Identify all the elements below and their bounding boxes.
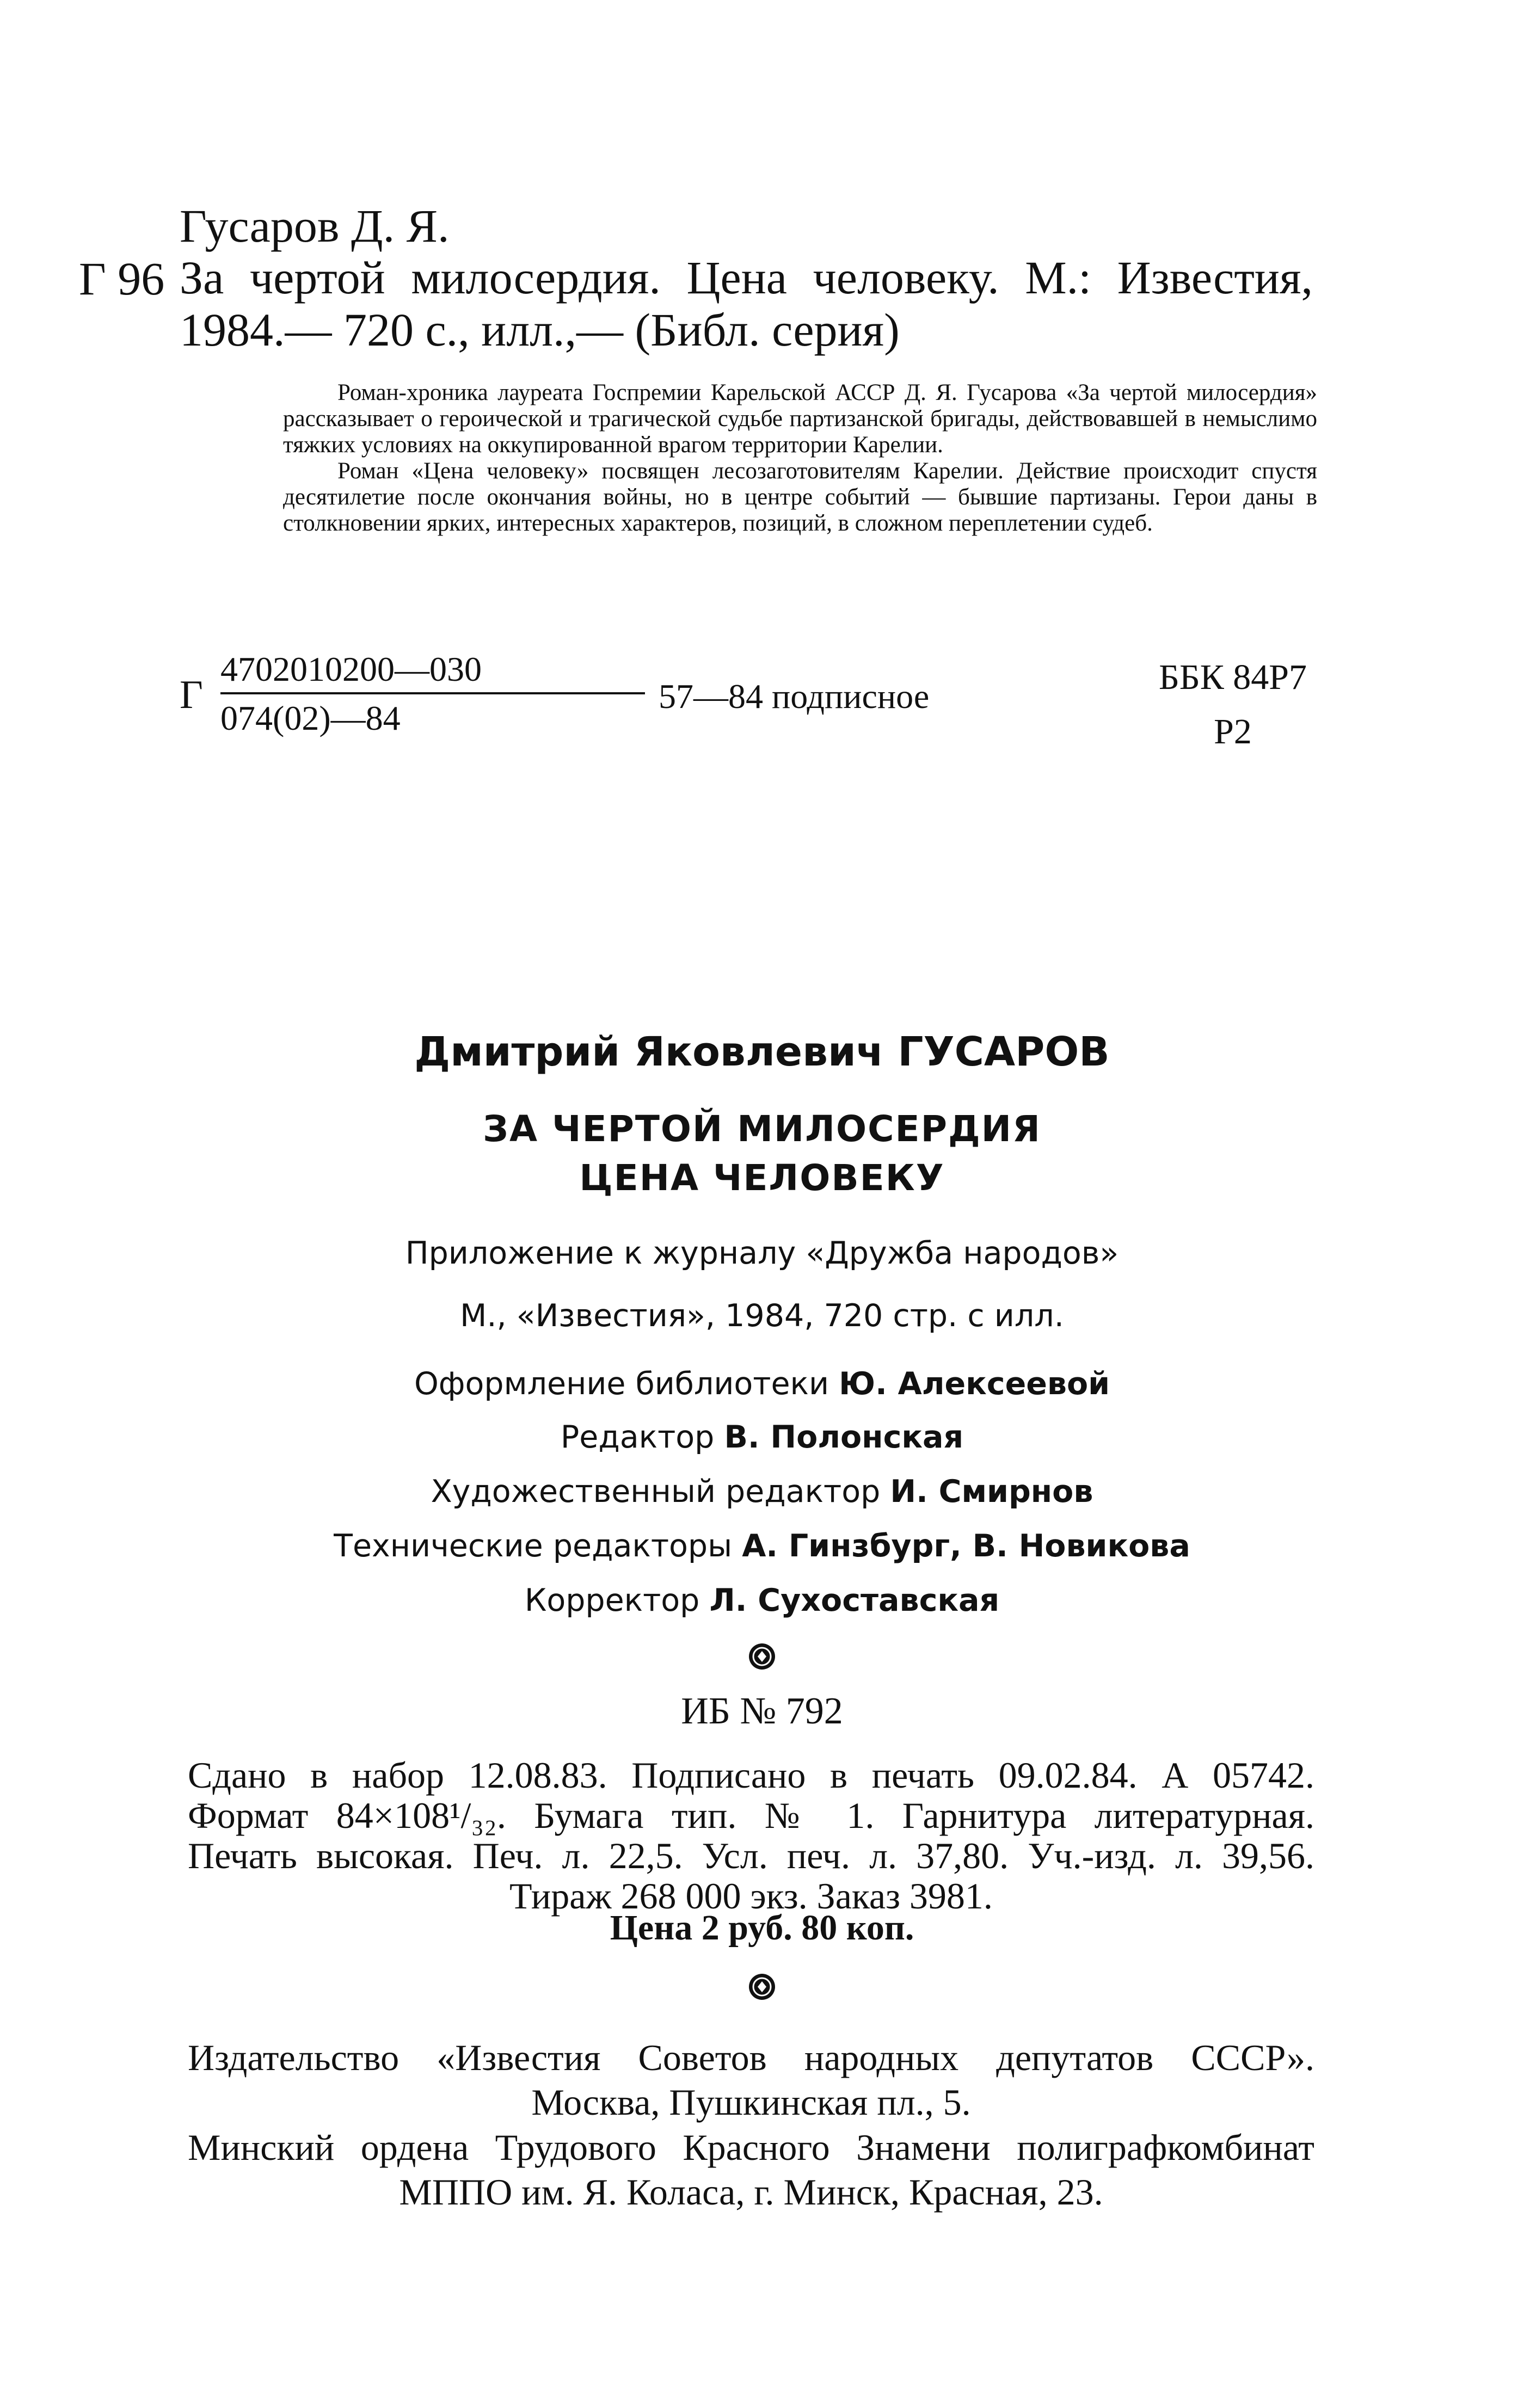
credit-role: Корректор [524,1582,700,1618]
print-line: Формат 84×108¹/₃₂. Бумага тип. № 1. Гарнитура литературная. [188,1795,1314,1836]
credit-name: Ю. Алексеевой [839,1366,1110,1402]
print-line: Сдано в набор 12.08.83. Подписано в печать 09.02.84. А 05742. [188,1754,1314,1796]
ib-number: ИБ № 792 [681,1690,843,1732]
catalog-annotation [283,380,1317,537]
catalog-index: Г 96 [79,252,165,305]
bbk-classification [1148,650,1317,759]
credit-name: В. Полонская [724,1419,964,1455]
book-title: ЦЕНА ЧЕЛОВЕКУ [579,1157,945,1199]
publisher-emblem-icon [748,1642,776,1671]
credit-line [0,1582,1524,1618]
publication-info: М., «Известия», 1984, 720 стр. с илл. [460,1298,1064,1334]
printer-info [188,2125,1314,2214]
price: Цена 2 руб. 80 коп. [610,1908,914,1948]
annotation-paragraph: Роман «Цена человеку» посвящен лесозаготовителям Карелии. Действие происходит спустя десятилетие после окончания войны, но в центре событий — бывшие партизаны. Герои даны в столкновении ярких, интересных характеров, позиций, в сложном переплетении судеб. [283,458,1317,536]
catalog-author: Гусаров Д. Я. [180,200,450,252]
publisher-emblem-icon [748,1973,776,2001]
catalog-bibliographic-entry [180,251,1313,356]
credit-name: Л. Сухоставская [709,1582,1000,1618]
publisher-line: Издательство «Известия Советов народных депутатов СССР». [188,2037,1314,2078]
code-numerator: 4702010200—030 [220,650,482,688]
code-letter: Г [180,673,203,717]
bbk-sub-code: Р2 [1214,712,1252,752]
credit-role: Технические редакторы [334,1528,733,1564]
bbk-code: ББК 84Р7 [1158,657,1307,697]
book-title: ЗА ЧЕРТОЙ МИЛОСЕРДИЯ [483,1108,1041,1150]
code-tail: 57—84 подписное [659,677,930,716]
credit-line [0,1419,1524,1455]
print-details [188,1755,1314,1916]
print-line: Печать высокая. Печ. л. 22,5. Усл. печ. л. 37,80. Уч.-изд. л. 39,56. [188,1835,1314,1876]
credit-line [0,1474,1524,1510]
credit-name: И. Смирнов [890,1474,1093,1510]
printer-line: МППО им. Я. Коласа, г. Минск, Красная, 23. [399,2171,1103,2213]
catalog-imprint-line: 1984.— 720 с., илл.,— (Библ. серия) [180,304,900,356]
credit-line [0,1366,1524,1402]
catalog-title-line: За чертой милосердия. Цена человеку. М.: Известия, [180,251,1313,304]
catalog-codes [180,650,930,737]
fraction-bar [220,692,645,694]
credit-role: Оформление библиотеки [414,1366,829,1402]
book-titles [0,1105,1524,1203]
credit-line [0,1528,1524,1564]
code-denominator: 074(02)—84 [220,699,401,737]
supplement-note: Приложение к журналу «Дружба народов» [405,1235,1119,1271]
publisher-line: Москва, Пушкинская пл., 5. [531,2081,971,2123]
credit-role: Редактор [560,1419,715,1455]
annotation-paragraph: Роман-хроника лауреата Госпремии Карельской АССР Д. Я. Гусарова «За чертой милосердия» рассказывает о героической и трагической судьбе партизанской бригады, действовавшей в немыслимо тяжких условиях на оккупированной врагом территории Карелии. [283,380,1317,458]
print-line: Тираж 268 000 экз. Заказ 3981. [509,1875,993,1917]
credit-role: Художественный редактор [431,1474,881,1510]
credit-name: А. Гинзбург, В. Новикова [742,1528,1190,1564]
author-full-name: Дмитрий Яковлевич ГУСАРОВ [414,1029,1110,1075]
publisher-info [188,2035,1314,2124]
printer-line: Минский ордена Трудового Красного Знамени полиграфкомбинат [188,2127,1314,2168]
